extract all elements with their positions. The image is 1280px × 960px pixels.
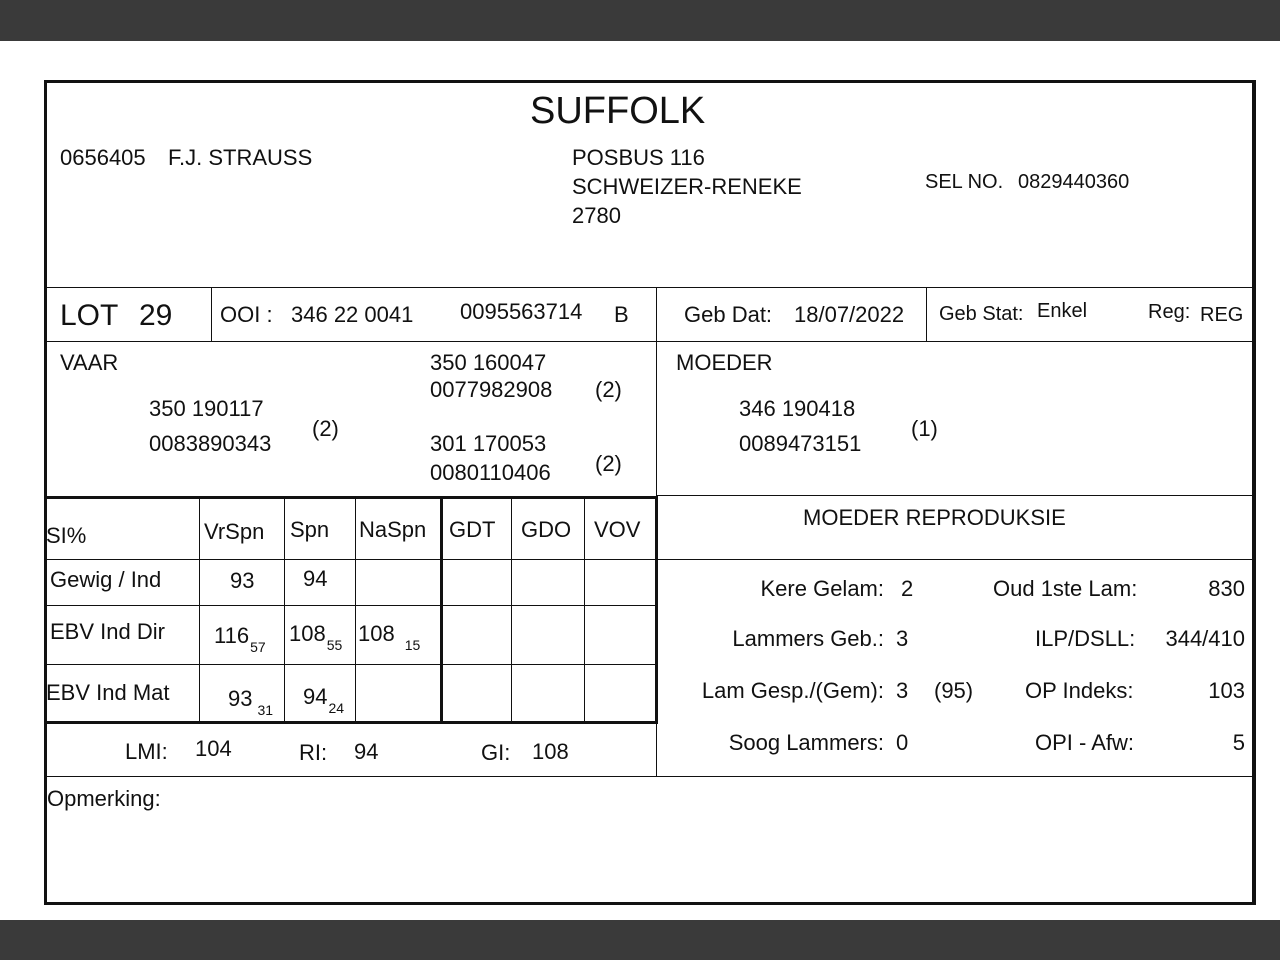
sire-sire-tag: 0077982908 (430, 377, 553, 402)
op-value: 103 (1208, 678, 1245, 703)
dam-tag: 0089473151 (739, 431, 862, 456)
afw-label: OPI - Afw: (1035, 730, 1135, 755)
divider-repro-top (656, 495, 1256, 496)
lot-label: LOT (60, 299, 119, 332)
birth-date-label: Geb Dat: (684, 302, 773, 327)
col-header-gdo: GDO (521, 517, 572, 542)
col-header-vov: VOV (594, 517, 641, 542)
dam-note: (1) (911, 416, 938, 441)
col-header-gdt: GDT (449, 517, 496, 542)
divider-stat (926, 287, 927, 342)
reg-value: REG (1200, 304, 1244, 326)
lam-gesp-gem: (95) (934, 678, 974, 703)
lmi-value: 104 (195, 736, 232, 761)
sire-number: 350 190117 (149, 396, 264, 421)
frame-left (44, 80, 47, 905)
row-label-ebv-dir: EBV Ind Dir (50, 619, 165, 644)
frame-top (44, 80, 1256, 83)
divider-row2 (44, 664, 656, 665)
dam-number: 346 190418 (739, 396, 856, 421)
cell-ebv-dir-naspn (358, 621, 421, 653)
ewe-label: OOI : (220, 302, 273, 327)
lmi-label: LMI: (125, 739, 168, 764)
col-header-naspn: NaSpn (359, 517, 427, 542)
divider-header (44, 287, 1256, 288)
cell-value: 108 (358, 621, 395, 646)
lam-gesp-value: 3 (896, 678, 909, 703)
sire-label: VAAR (60, 350, 119, 375)
row-label-weight: Gewig / Ind (50, 567, 162, 592)
ilp-label: ILP/DSLL: (1035, 626, 1136, 651)
birth-status-label: Geb Stat: (939, 303, 1024, 325)
address-line-1: POSBUS 116 (572, 145, 705, 170)
sire-dam-tag: 0080110406 (430, 460, 551, 485)
divider-lot-ewe (211, 287, 212, 342)
ewe-tag: 0095563714 (460, 299, 583, 324)
lammers-geb-value: 3 (896, 626, 909, 651)
col-divider-4 (440, 498, 443, 723)
lot-number: 29 (139, 299, 173, 332)
divider-table-header (44, 559, 1256, 560)
ewe-code: B (614, 302, 629, 327)
cell-accuracy: 31 (257, 702, 274, 718)
table-corner: SI% (46, 523, 87, 548)
address-line-2: SCHWEIZER-RENEKE (572, 174, 802, 199)
cell-value: 94 (303, 684, 328, 709)
reg-label: Reg: (1148, 301, 1191, 323)
sire-dam-note: (2) (595, 451, 622, 476)
cell-value: 93 (228, 686, 253, 711)
oud-label: Oud 1ste Lam: (993, 576, 1138, 601)
sale-card (44, 80, 1256, 904)
kere-gelam-label: Kere Gelam: (760, 576, 884, 601)
col-divider-3 (355, 499, 356, 722)
frame-right (1252, 80, 1256, 905)
col-header-spn: Spn (290, 517, 330, 542)
dam-label: MOEDER (676, 350, 773, 375)
ri-label: RI: (299, 740, 328, 765)
gi-label: GI: (481, 740, 511, 765)
birth-date: 18/07/2022 (794, 302, 905, 327)
divider-remarks (44, 776, 1256, 777)
divider-lot (44, 341, 1256, 342)
ilp-value: 344/410 (1165, 626, 1245, 651)
soog-value: 0 (896, 730, 909, 755)
col-divider-6 (584, 499, 585, 722)
cell-value: 116 (214, 623, 250, 648)
cell-accuracy: 24 (328, 700, 345, 716)
remarks-label: Opmerking: (47, 786, 161, 811)
afw-value: 5 (1232, 730, 1245, 755)
sel-no: 0829440360 (1018, 171, 1130, 193)
cell-ebv-mat-vrspn (228, 686, 274, 718)
cell-weight-vrspn: 93 (230, 568, 255, 593)
soog-label: Soog Lammers: (728, 730, 884, 755)
sel-no-label: SEL NO. (925, 171, 1004, 193)
ewe-reg: 346 22 0041 (291, 302, 414, 327)
frame-bottom (44, 902, 1256, 905)
top-bar (0, 0, 1280, 41)
lammers-geb-label: Lammers Geb.: (732, 626, 884, 651)
cell-value: 108 (289, 621, 326, 646)
ri-value: 94 (354, 739, 379, 764)
col-divider-1 (199, 499, 200, 722)
gi-value: 108 (532, 739, 569, 764)
owner-id: 0656405 (60, 145, 146, 170)
divider-row1 (44, 605, 656, 606)
col-header-vrspn: VrSpn (204, 519, 265, 544)
oud-value: 830 (1208, 576, 1245, 601)
sire-dam-number: 301 170053 (430, 431, 547, 456)
cell-ebv-mat-spn (303, 684, 345, 716)
col-divider-5 (511, 499, 512, 722)
cell-ebv-dir-vrspn (214, 623, 266, 655)
breed-title: SUFFOLK (530, 90, 706, 132)
table-right-border (655, 496, 658, 724)
table-bottom-border (44, 721, 658, 724)
cell-weight-spn: 94 (303, 566, 328, 591)
birth-status: Enkel (1037, 300, 1088, 322)
op-label: OP Indeks: (1025, 678, 1134, 703)
kere-gelam-value: 2 (901, 576, 914, 601)
cell-accuracy: 57 (250, 639, 266, 655)
sire-tag: 0083890343 (149, 431, 272, 456)
sire-note: (2) (312, 416, 339, 441)
cell-accuracy: 55 (326, 637, 343, 653)
address-line-3: 2780 (572, 203, 621, 228)
table-top-border (44, 496, 658, 499)
col-divider-2 (284, 499, 285, 722)
row-label-ebv-mat: EBV Ind Mat (46, 680, 170, 705)
owner-name: F.J. STRAUSS (168, 145, 313, 170)
cell-ebv-dir-spn (289, 621, 343, 653)
repro-title: MOEDER REPRODUKSIE (803, 505, 1066, 530)
cell-accuracy: 15 (404, 637, 421, 653)
bottom-bar (0, 920, 1280, 960)
lam-gesp-label: Lam Gesp./(Gem): (701, 678, 884, 703)
sire-sire-number: 350 160047 (430, 350, 547, 375)
sire-sire-note: (2) (595, 377, 622, 402)
